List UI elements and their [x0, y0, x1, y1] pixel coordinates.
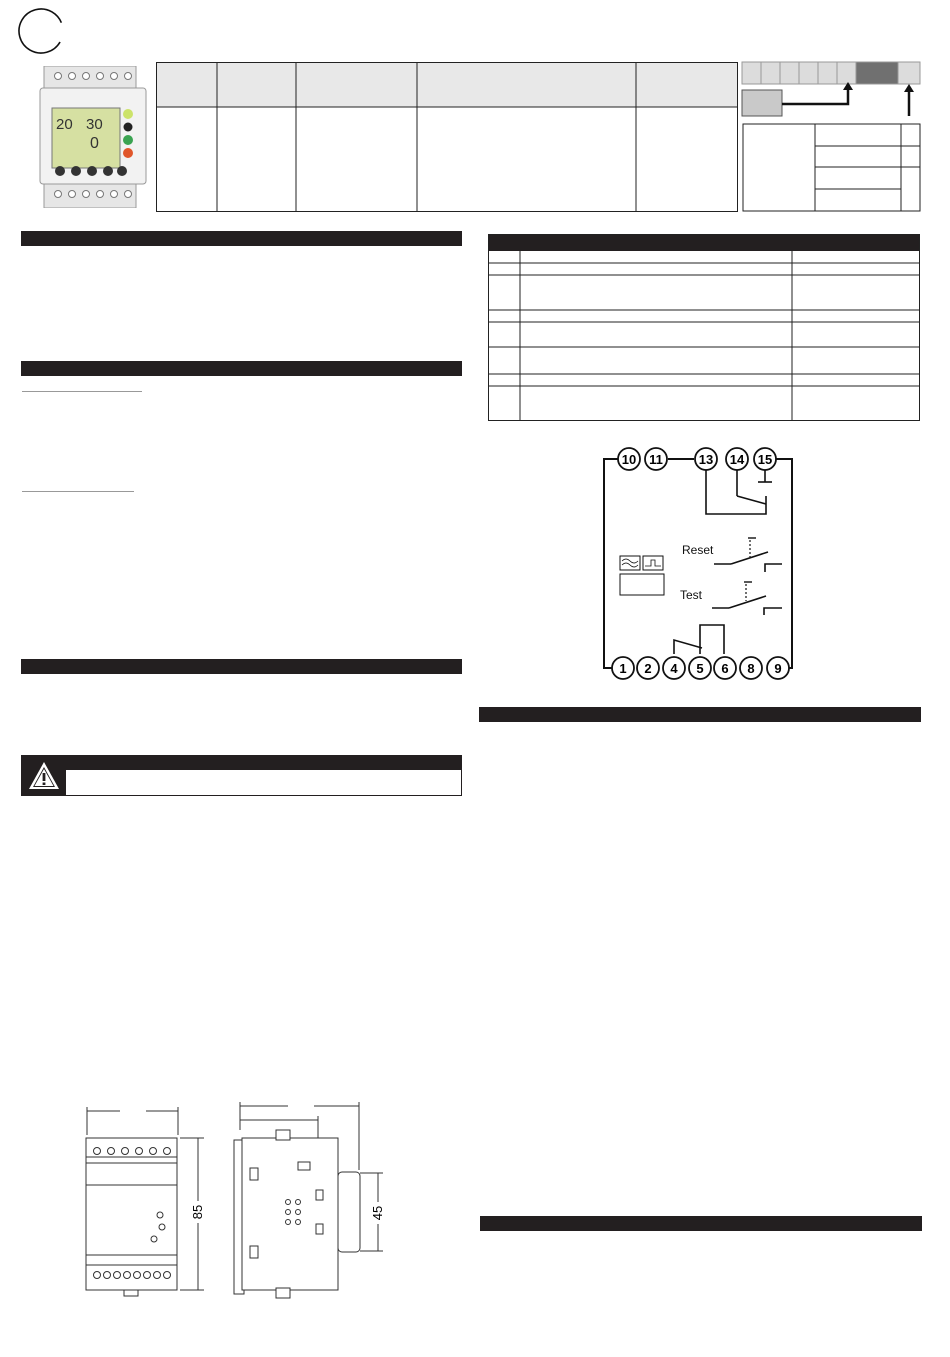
- terminal-2: [637, 657, 659, 679]
- svg-text:13: 13: [698, 452, 714, 467]
- bottom-terminals: [612, 657, 789, 679]
- svg-text:2: 2: [644, 661, 652, 676]
- header-table: [156, 62, 738, 212]
- terminal-8: [740, 657, 762, 679]
- svg-text:1: 1: [619, 661, 627, 676]
- display-value-2: 30: [86, 116, 103, 133]
- terminal-14: [726, 448, 748, 470]
- terminal-10: [618, 448, 640, 470]
- section-bar-4: [479, 707, 921, 722]
- svg-text:6: 6: [721, 661, 729, 676]
- terminal-wiring-diagram: [596, 444, 800, 682]
- section-bar-5: [480, 1216, 922, 1231]
- svg-text:14: 14: [729, 452, 745, 467]
- terminal-9: [767, 657, 789, 679]
- section-bar-3: [21, 659, 462, 674]
- warning-box: [21, 755, 462, 796]
- top-terminals: [618, 448, 776, 470]
- svg-text:9: 9: [774, 661, 782, 676]
- display-value-1: 20: [56, 116, 73, 133]
- terminal-4: [663, 657, 685, 679]
- subsection-rule-2: [22, 491, 134, 492]
- dimension-width-label: 45: [370, 1205, 385, 1221]
- reset-label: Reset: [682, 543, 714, 557]
- subsection-rule-1: [22, 391, 142, 392]
- terminal-1: [612, 657, 634, 679]
- warning-icon: [27, 760, 61, 791]
- svg-text:15: 15: [757, 452, 773, 467]
- dimension-front-view: [80, 1105, 220, 1300]
- technical-table: [488, 234, 920, 421]
- dimension-side-view: [228, 1100, 388, 1300]
- terminal-15: [754, 448, 776, 470]
- brand-logo: [17, 7, 65, 55]
- svg-text:11: 11: [649, 452, 663, 467]
- section-bar-2: [21, 361, 462, 376]
- dimension-height-label: 85: [190, 1204, 205, 1220]
- terminal-11: [645, 448, 667, 470]
- svg-text:8: 8: [747, 661, 755, 676]
- test-label: Test: [680, 588, 703, 602]
- order-code-diagram: [740, 60, 922, 214]
- svg-text:4: 4: [670, 661, 678, 676]
- terminal-5: [689, 657, 711, 679]
- section-bar-1: [21, 231, 462, 246]
- svg-text:5: 5: [696, 661, 704, 676]
- terminal-13: [695, 448, 717, 470]
- terminal-6: [714, 657, 736, 679]
- device-photo: [38, 66, 148, 208]
- svg-text:10: 10: [621, 452, 637, 467]
- display-value-3: 0: [90, 135, 99, 152]
